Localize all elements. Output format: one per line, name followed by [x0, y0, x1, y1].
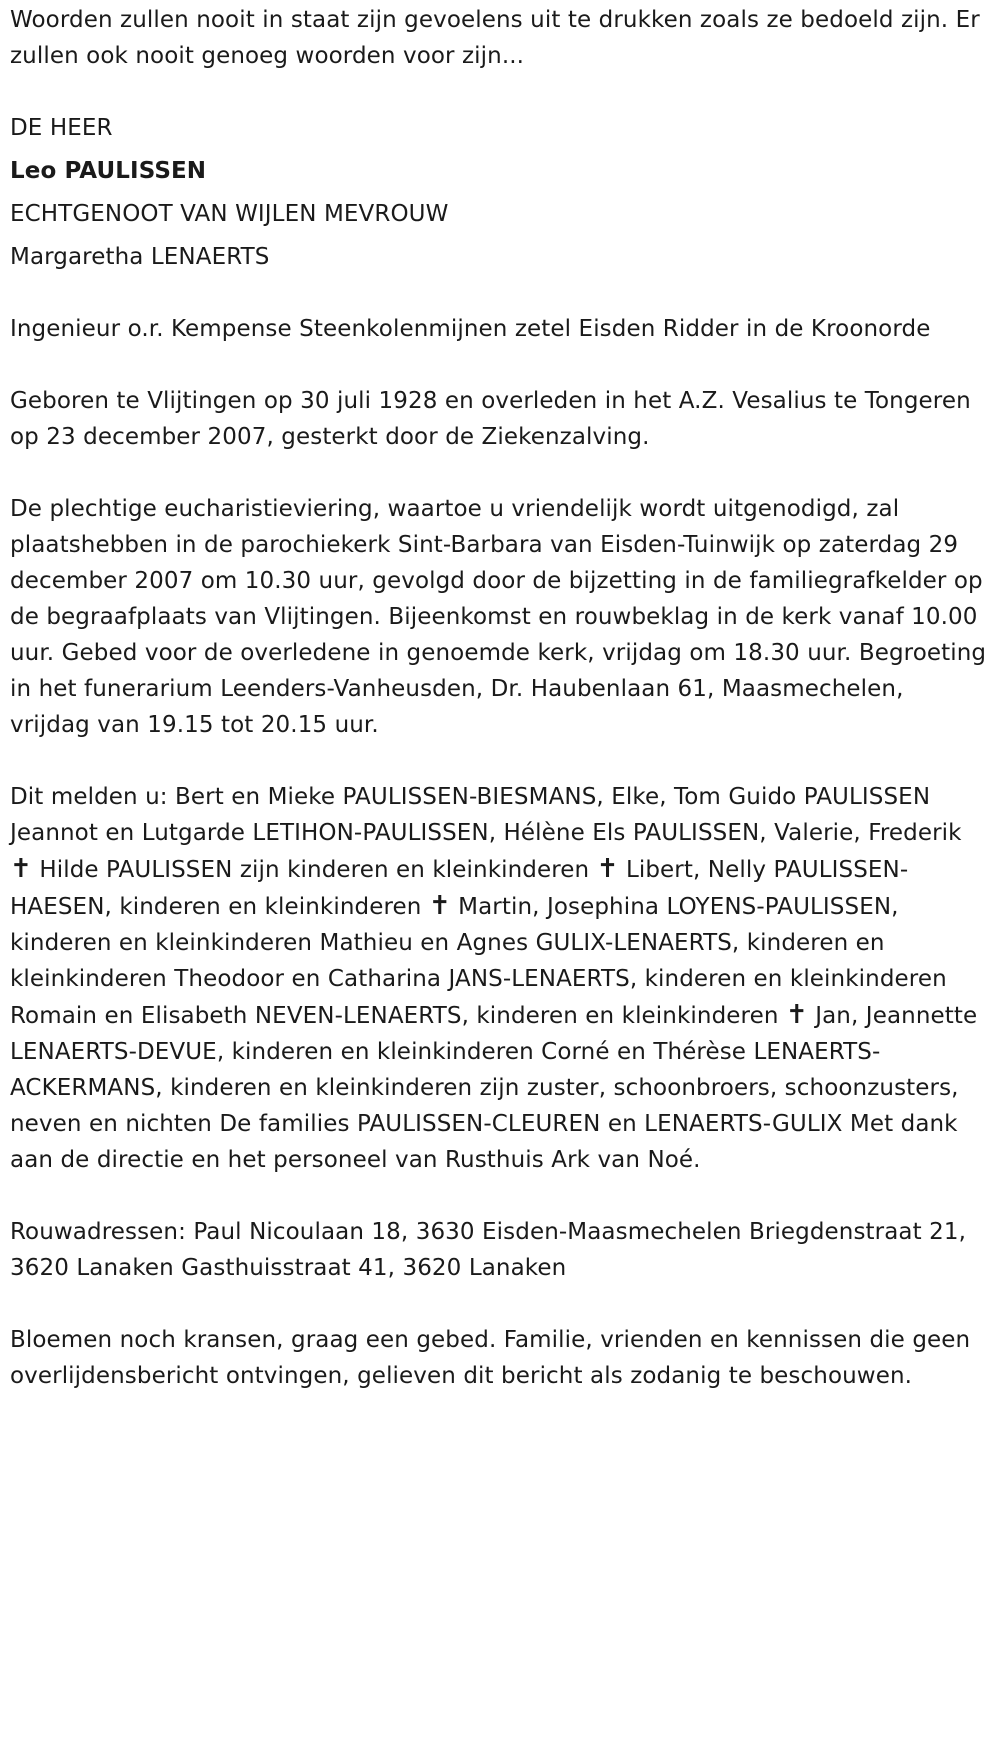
cross-icon: ✝: [596, 854, 619, 884]
cross-icon: ✝: [785, 1000, 808, 1030]
family-announcement: [10, 779, 990, 1178]
birth-death-text: Geboren te Vlijtingen op 30 juli 1928 en overleden in het A.Z. Vesalius te Tongeren op 23 december 2007, gesterkt door de Ziekenzalving.: [10, 388, 971, 450]
family-text-part-5: Jan, Jeannette LENAERTS-DEVUE, kinderen en kleinkinderen Corné en Thérèse LENAERTS-ACKERMANS, kinderen en kleinkinderen zijn zuster, schoonbroers, schoonzusters, neven en nichten De families PAULISSEN-CLEUREN en LENAERTS-GULIX Met dank aan de directie en het personeel van Rusthuis Ark van Noé.: [10, 1003, 978, 1173]
family-text-part-2: Hilde PAULISSEN zijn kinderen en kleinkinderen: [39, 857, 590, 883]
closing-text: Bloemen noch kransen, graag een gebed. Familie, vrienden en kennissen die geen overlijdensbericht ontvingen, gelieven dit bericht als zodanig te beschouwen.: [10, 1327, 971, 1389]
family-text-part-3: Libert, Nelly PAULISSEN-HAESEN, kinderen en kleinkinderen: [10, 857, 909, 920]
cross-icon: ✝: [10, 854, 32, 884]
addresses-text: Rouwadressen: Paul Nicoulaan 18, 3630 Eisden-Maasmechelen Briegdenstraat 21, 3620 Lanaken Gasthuisstraat 41, 3620 Lanaken: [10, 1219, 967, 1281]
family-text-part-1: Dit melden u: Bert en Mieke PAULISSEN-BIESMANS, Elke, Tom Guido PAULISSEN Jeannot en Lutgarde LETIHON-PAULISSEN, Hélène Els PAULISSEN, Valerie, Frederik: [10, 784, 962, 846]
spouse-name: Margaretha LENAERTS: [10, 244, 270, 270]
ceremony-text: De plechtige eucharistieviering, waartoe u vriendelijk wordt uitgenodigd, zal plaatshebben in de parochiekerk Sint-Barbara van Eisden-Tuinwijk op zaterdag 29 december 2007 om 10.30 uur, gevolgd door de bijzetting in de familiegrafkelder op de begraafplaats van Vlijtingen. Bijeenkomst en rouwbeklag in de kerk vanaf 10.00 uur. Gebed voor de overledene in genoemde kerk, vrijdag om 18.30 uur. Begroeting in het funerarium Leenders-Vanheusden, Dr. Haubenlaan 61, Maasmechelen, vrijdag van 19.15 tot 20.15 uur.: [10, 496, 987, 738]
honorific: DE HEER: [10, 115, 113, 141]
deceased-name: Leo PAULISSEN: [10, 158, 207, 184]
profession-text: Ingenieur o.r. Kempense Steenkolenmijnen zetel Eisden Ridder in de Kroonorde: [10, 316, 931, 342]
cross-icon: ✝: [428, 891, 451, 921]
intro-text: Woorden zullen nooit in staat zijn gevoelens uit te drukken zoals ze bedoeld zijn. Er zullen ook nooit genoeg woorden voor zijn...: [10, 7, 980, 69]
spouse-relation: ECHTGENOOT VAN WIJLEN MEVROUW: [10, 201, 449, 227]
family-text-part-4: Martin, Josephina LOYENS-PAULISSEN, kinderen en kleinkinderen Mathieu en Agnes GULIX-LENAERTS, kinderen en kleinkinderen Theodoor en Catharina JANS-LENAERTS, kinderen en kleinkinderen Romain en Elisabeth NEVEN-LENAERTS, kinderen en kleinkinderen: [10, 894, 947, 1029]
